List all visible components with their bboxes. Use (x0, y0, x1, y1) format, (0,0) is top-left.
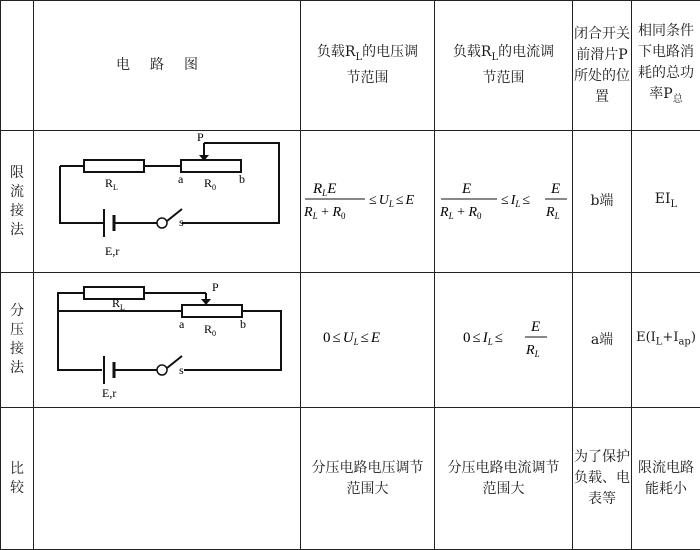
svg-text:0≤IL≤: $0 \le I_L$ ≤ (463, 330, 503, 347)
svg-text:RL + R0: $R_L + R_0$ (439, 205, 482, 221)
header-circuit: 电路图 (34, 1, 301, 131)
rheostat-symbol (181, 160, 241, 172)
svg-text:b: b (240, 317, 246, 331)
svg-text:P: P (197, 131, 204, 144)
svg-text:RL: $R_L$ (545, 205, 560, 221)
svg-text:E,r: E,r (102, 386, 116, 400)
formula-current-divider (435, 307, 573, 367)
svg-text:a: a (178, 172, 184, 186)
svg-text:a: a (179, 317, 185, 331)
slider-comparison: 为了保护负载、电表等 (573, 408, 632, 550)
formula-voltage-limiting (301, 169, 435, 229)
current-range-divider (435, 273, 573, 408)
svg-text:R0: $R_0$ (204, 176, 216, 192)
divider-circuit-diagram (34, 273, 301, 401)
svg-text:E: E (461, 181, 471, 197)
row-voltage-divider (1, 273, 700, 408)
header-voltage-range: 负载$R_L$的电压调节范围 (301, 1, 435, 131)
formula-voltage-divider (301, 317, 435, 357)
voltage-range-divider (301, 273, 435, 408)
load-resistor-symbol (84, 160, 144, 172)
svg-text:P: P (212, 280, 219, 294)
header-current-range: 负载$R_L$的电流调节范围 (435, 1, 573, 131)
voltage-range-limiting (301, 131, 435, 273)
svg-text:≤IL≤: ≤ $I_L$ ≤ (501, 193, 530, 209)
svg-text:R0: $R_0$ (204, 322, 216, 338)
current-comparison: 分压电路电流调节范围大 (435, 408, 573, 550)
header-total-power: 相同条件下电路消耗的总功率$P_总$ (632, 1, 700, 131)
power-comparison: 限流电路能耗小 (632, 408, 700, 550)
formula-current-limiting (435, 169, 573, 229)
row-label-limiting: 限流接法 (1, 131, 34, 273)
svg-text:E: E (530, 319, 540, 335)
switch-contact-icon (157, 365, 167, 375)
limiting-circuit-diagram (34, 131, 301, 266)
row-current-limiting (1, 131, 700, 273)
power-limiting: $EI_L$ (632, 131, 700, 273)
svg-text:s: s (179, 215, 184, 229)
svg-text:0≤UL≤E: $0 \le U_L \le E$ (323, 330, 380, 347)
svg-text:E,r: E,r (105, 244, 119, 258)
slider-position-limiting: b端 (573, 131, 632, 273)
row-label-comparison: 比较 (1, 408, 34, 550)
svg-text:s: s (179, 363, 184, 377)
svg-text:RL: $R_L$ (112, 296, 125, 312)
circuit-comparison-empty (34, 408, 301, 550)
corner-cell (1, 1, 34, 131)
switch-contact-icon (157, 218, 167, 228)
svg-text:RL: $R_L$ (105, 176, 118, 192)
row-label-divider: 分压接法 (1, 273, 34, 408)
svg-text:E: E (550, 181, 560, 197)
circuit-limiting (34, 131, 301, 273)
svg-text:RL + R0: $R_L + R_0$ (303, 205, 346, 221)
header-slider-position: 闭合开关前滑片P所处的位置 (573, 1, 632, 131)
svg-text:b: b (239, 172, 245, 186)
power-divider: $E(I_L+I_{ap})$ (632, 273, 700, 408)
svg-text:≤UL≤E: ≤ $U_L \le E$ (369, 193, 415, 209)
current-range-limiting (435, 131, 573, 273)
rheostat-symbol (182, 305, 242, 317)
slider-position-divider: a端 (573, 273, 632, 408)
row-comparison (1, 408, 700, 550)
circuit-divider (34, 273, 301, 408)
voltage-comparison: 分压电路电压调节范围大 (301, 408, 435, 550)
header-row (1, 1, 700, 131)
svg-text:RLE: $R_LE$ (312, 181, 336, 198)
svg-text:RL: $R_L$ (525, 343, 540, 359)
